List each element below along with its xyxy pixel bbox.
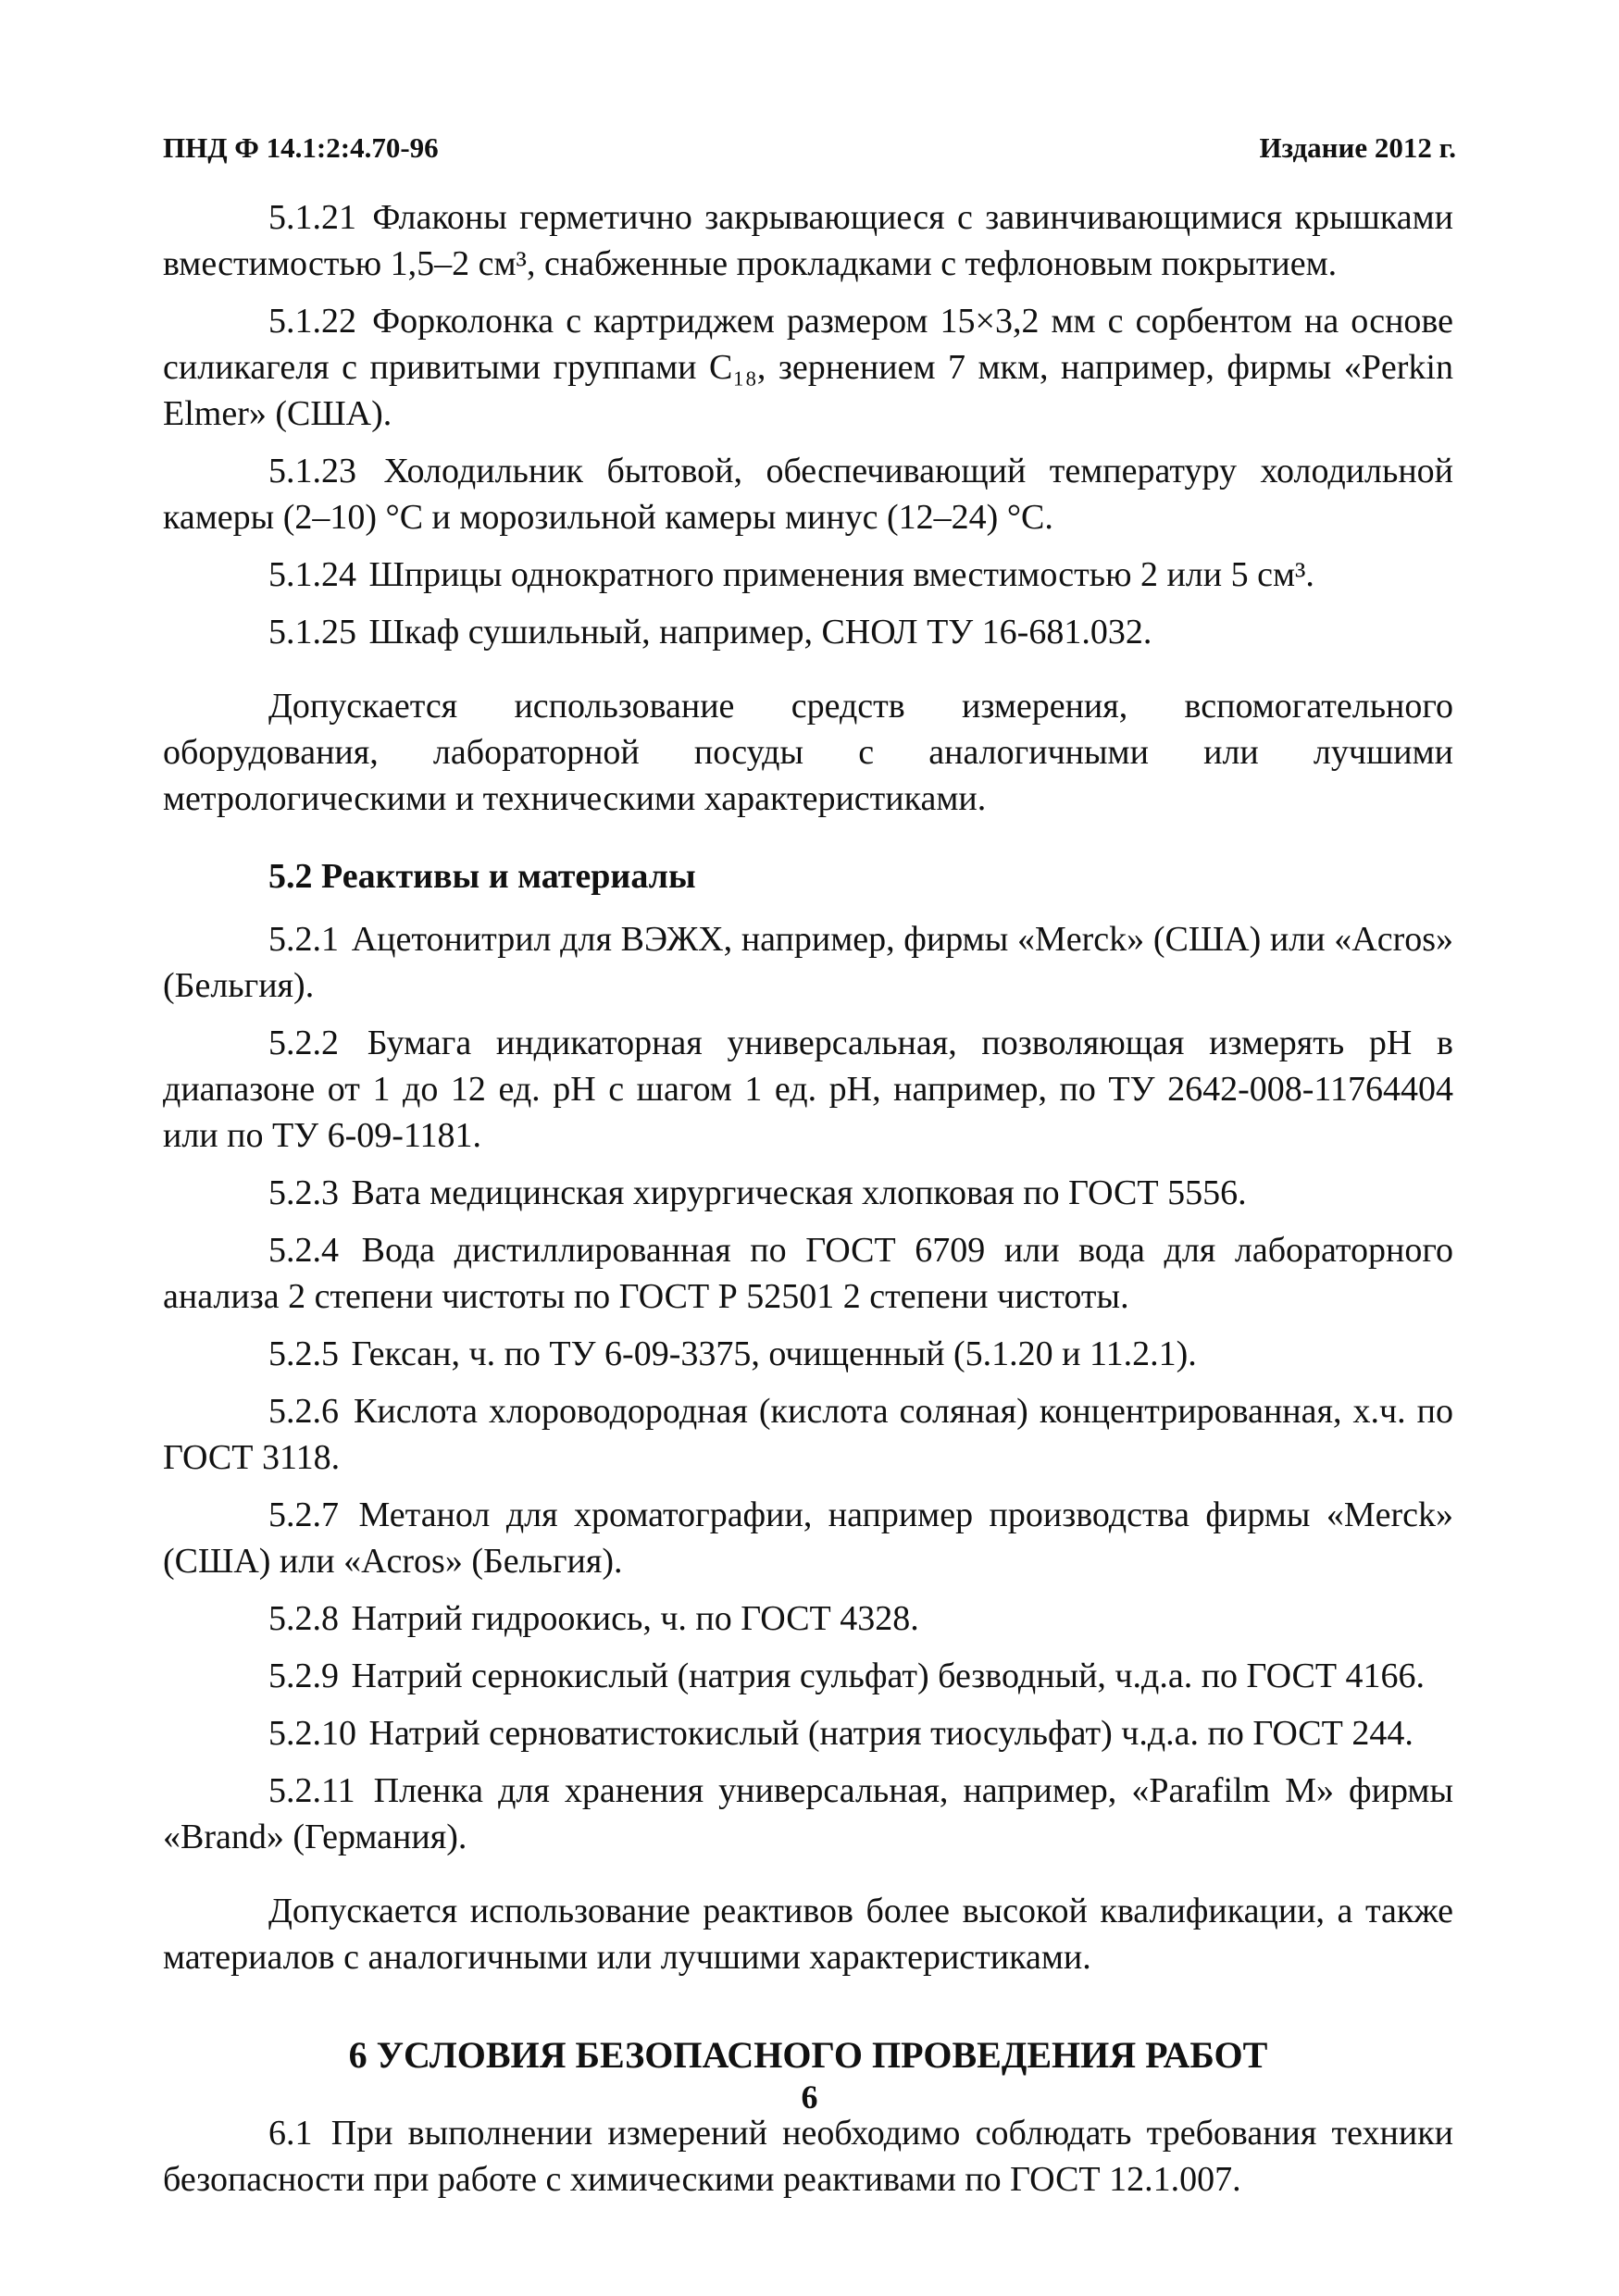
reagent-5-2-8: 5.2.8 Натрий гидроокись, ч. по ГОСТ 4328. <box>268 1599 919 1638</box>
section-6-heading: 6 УСЛОВИЯ БЕЗОПАСНОГО ПРОВЕДЕНИЯ РАБОТ <box>348 2034 1268 2076</box>
note-reagents: Допускается использование реактивов более высокой квалификации, а также материалов с аналогичными или лучшими характеристиками. <box>163 1892 1453 1977</box>
safety-6-1: 6.1 При выполнении измерений необходимо соблюдать требования техники безопасности при работе с химическими реактивами по ГОСТ 12.1.007. <box>163 2114 1453 2199</box>
reagent-5-2-10: 5.2.10 Натрий серноватистокислый (натрия тиосульфат) ч.д.а. по ГОСТ 244. <box>268 1714 1414 1753</box>
reagent-5-2-6: 5.2.6 Кислота хлороводородная (кислота соляная) концентрированная, х.ч. по ГОСТ 3118. <box>163 1392 1453 1477</box>
page-number: 6 <box>801 2079 818 2116</box>
edition-label: Издание 2012 г. <box>1259 131 1456 164</box>
item-5-1-22: 5.1.22 Форколонка с картриджем размером 15×3,2 мм с сорбентом на основе силикагеля с привитыми группами C₁₈, зернением 7 мкм, например, фирмы «Perkin Elmer» (США). <box>163 302 1453 433</box>
document-code: ПНД Ф 14.1:2:4.70-96 <box>163 131 439 164</box>
reagent-5-2-9: 5.2.9 Натрий сернокислый (натрия сульфат) безводный, ч.д.а. по ГОСТ 4166. <box>268 1657 1426 1695</box>
reagent-5-2-2: 5.2.2 Бумага индикаторная универсальная, позволяющая измерять рН в диапазоне от 1 до 12 ед. рН с шагом 1 ед. рН, например, по ТУ 2642-008-11764404 или по ТУ 6-09-1181. <box>163 1024 1454 1155</box>
reagent-5-2-4: 5.2.4 Вода дистиллированная по ГОСТ 6709 или вода для лабораторного анализа 2 степени чистоты по ГОСТ Р 52501 2 степени чистоты. <box>163 1231 1453 1316</box>
item-5-1-23: 5.1.23 Холодильник бытовой, обеспечивающий температуру холодильной камеры (2–10) °С и морозильной камеры минус (12–24) °С. <box>163 452 1454 537</box>
reagent-5-2-1: 5.2.1 Ацетонитрил для ВЭЖХ, например, фирмы «Merck» (США) или «Acros» (Бельгия). <box>163 920 1454 1005</box>
document-body <box>163 194 1453 2214</box>
reagent-5-2-11: 5.2.11 Пленка для хранения универсальная, например, «Parafilm M» фирмы «Brand» (Германия). <box>163 1771 1454 1856</box>
reagent-5-2-3: 5.2.3 Вата медицинская хирургическая хлопковая по ГОСТ 5556. <box>268 1173 1247 1212</box>
note-equipment: Допускается использование средств измерения, вспомогательного оборудования, лабораторной посуды с аналогичными или лучшими метрологическими и техническими характеристиками. <box>163 687 1453 818</box>
item-5-1-25: 5.1.25 Шкаф сушильный, например, СНОЛ ТУ 16-681.032. <box>268 613 1152 652</box>
item-5-1-21: 5.1.21 Флаконы герметично закрывающиеся с завинчивающимися крышками вместимостью 1,5–2 см³, снабженные прокладками с тефлоновым покрытием. <box>163 198 1453 283</box>
reagent-5-2-7: 5.2.7 Метанол для хроматографии, например производства фирмы «Merck» (США) или «Acros» (Бельгия). <box>163 1496 1453 1581</box>
item-5-1-24: 5.1.24 Шприцы однократного применения вместимостью 2 или 5 см³. <box>268 555 1314 594</box>
section-5-2-heading: 5.2 Реактивы и материалы <box>268 857 696 896</box>
reagent-5-2-5: 5.2.5 Гексан, ч. по ТУ 6-09-3375, очищенный (5.1.20 и 11.2.1). <box>268 1334 1197 1373</box>
